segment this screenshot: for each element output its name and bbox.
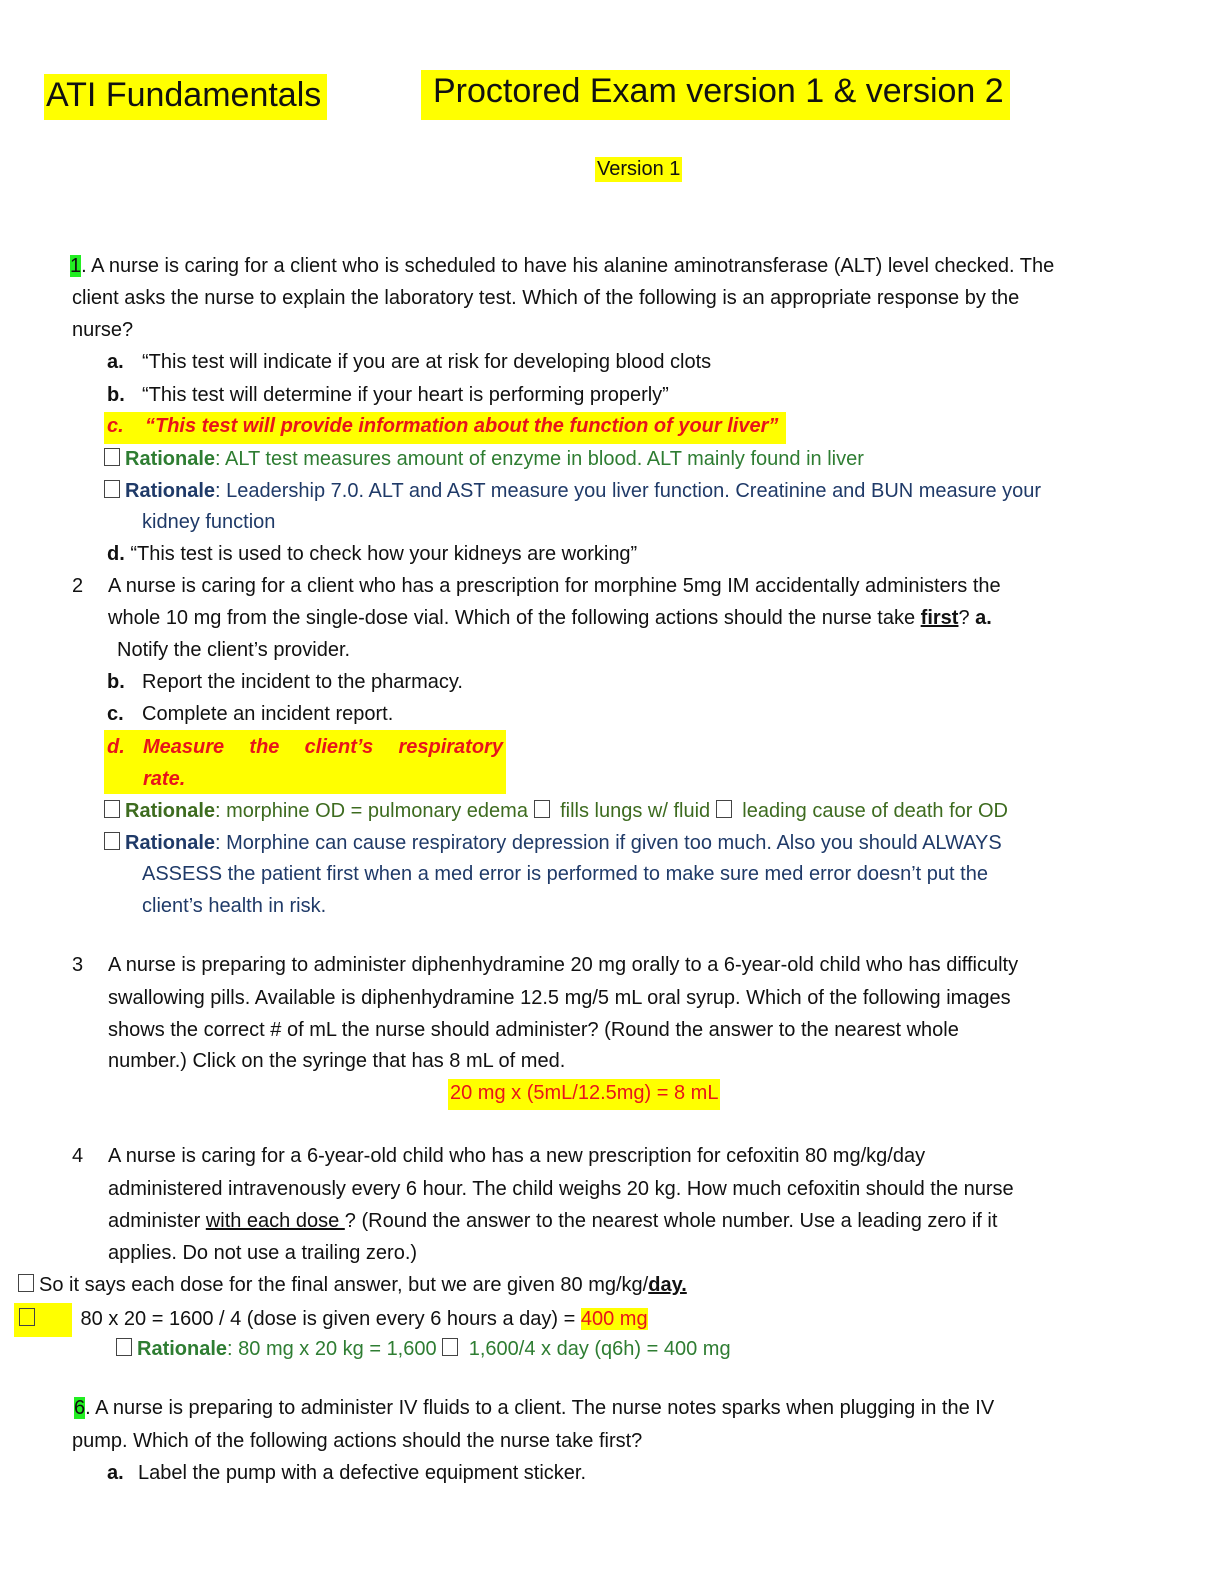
bullet-icon (104, 800, 120, 818)
arrow-icon (716, 800, 732, 818)
question-4-line4: applies. Do not use a trailing zero.) (108, 1242, 418, 1264)
question-1: 1. A nurse is caring for a client who is scheduled to have his alanine aminotransferase (ALT) level checked. The (70, 255, 1055, 277)
question-number: 2 (72, 575, 84, 597)
rationale: Rationale: Morphine can cause respiratory depression if given too much. Also you should ALWAYS (104, 831, 1002, 856)
question-4-line3: administer with each dose ? (Round the answer to the nearest whole number. Use a leading zero if it (108, 1210, 998, 1232)
question-2-line2: whole 10 mg from the single-dose vial. Which of the following actions should the nurse take first? a. (108, 607, 992, 629)
note: So it says each dose for the final answer, but we are given 80 mg/kg/day. (18, 1273, 687, 1298)
bullet-icon (116, 1338, 132, 1356)
answer-calculation: 20 mg x (5mL/12.5mg) = 8 mL (448, 1079, 720, 1110)
question-number: 6 (74, 1397, 86, 1419)
option-a: Notify the client’s provider. (117, 639, 351, 661)
header-left: ATI Fundamentals (44, 74, 327, 120)
question-number: 1 (70, 255, 82, 277)
bullet-icon (104, 480, 120, 498)
rationale-line2: kidney function (142, 511, 276, 533)
question-1-line3: nurse? (72, 319, 134, 341)
option-a: a. “This test will indicate if you are at risk for developing blood clots (107, 351, 712, 373)
question-4: 4 A nurse is caring for a 6-year-old child who has a new prescription for cefoxitin 80 mg/kg/day (72, 1145, 926, 1167)
option-b: b. “This test will determine if your heart is performing properly” (107, 384, 669, 406)
option-d-line2: rate. (143, 768, 186, 790)
option-c-correct: c. “This test will provide information about the function of your liver” (104, 412, 786, 444)
question-1-line2: client asks the nurse to explain the laboratory test. Which of the following is an appropriate response by the (72, 287, 1020, 309)
question-3-line4: number.) Click on the syringe that has 8 mL of med. (108, 1050, 566, 1072)
option-d: d. “This test is used to check how your kidneys are working” (107, 543, 638, 565)
question-2: 2 A nurse is caring for a client who has a prescription for morphine 5mg IM accidentally administers the (72, 575, 1001, 597)
question-number: 3 (72, 954, 84, 976)
question-3-line2: swallowing pills. Available is diphenhydramine 12.5 mg/5 mL oral syrup. Which of the following images (108, 987, 1011, 1009)
rationale-line3: client’s health in risk. (142, 895, 327, 917)
question-4-line2: administered intravenously every 6 hour. The child weighs 20 kg. How much cefoxitin should the nurse (108, 1178, 1014, 1200)
option-d-correct: d. Measure the client’s respiratory (107, 736, 503, 758)
bullet-icon (104, 448, 120, 466)
rationale: Rationale: morphine OD = pulmonary edema fills lungs w/ fluid leading cause of death for OD (104, 799, 1008, 824)
arrow-icon (534, 800, 550, 818)
option-a: a. Label the pump with a defective equipment sticker. (107, 1462, 587, 1484)
question-3: 3 A nurse is preparing to administer diphenhydramine 20 mg orally to a 6-year-old child who has difficulty (72, 954, 1019, 976)
question-number: 4 (72, 1145, 84, 1167)
header-right: Proctored Exam version 1 & version 2 (421, 70, 1010, 120)
option-b: b. Report the incident to the pharmacy. (107, 671, 463, 693)
bullet-icon (18, 1274, 34, 1292)
rationale: Rationale: 80 mg x 20 kg = 1,600 1,600/4 x day (q6h) = 400 mg (116, 1337, 731, 1362)
question-6-line2: pump. Which of the following actions should the nurse take first? (72, 1430, 643, 1452)
rationale: Rationale: Leadership 7.0. ALT and AST measure you liver function. Creatinine and BUN measure your (104, 479, 1041, 504)
rationale: Rationale: ALT test measures amount of enzyme in blood. ALT mainly found in liver (104, 447, 864, 472)
calculation: 80 x 20 = 1600 / 4 (dose is given every 6 hours a day) = 400 mg (19, 1307, 648, 1332)
bullet-icon (19, 1308, 35, 1326)
arrow-icon (442, 1338, 458, 1356)
version-label: Version 1 (597, 158, 681, 180)
bullet-icon (104, 832, 120, 850)
rationale-line2: ASSESS the patient first when a med error is performed to make sure med error doesn’t put the (142, 863, 988, 885)
question-3-line3: shows the correct # of mL the nurse should administer? (Round the answer to the nearest whole (108, 1019, 959, 1041)
option-c: c. Complete an incident report. (107, 703, 394, 725)
question-6: 6. A nurse is preparing to administer IV fluids to a client. The nurse notes sparks when plugging in the IV (74, 1397, 995, 1419)
